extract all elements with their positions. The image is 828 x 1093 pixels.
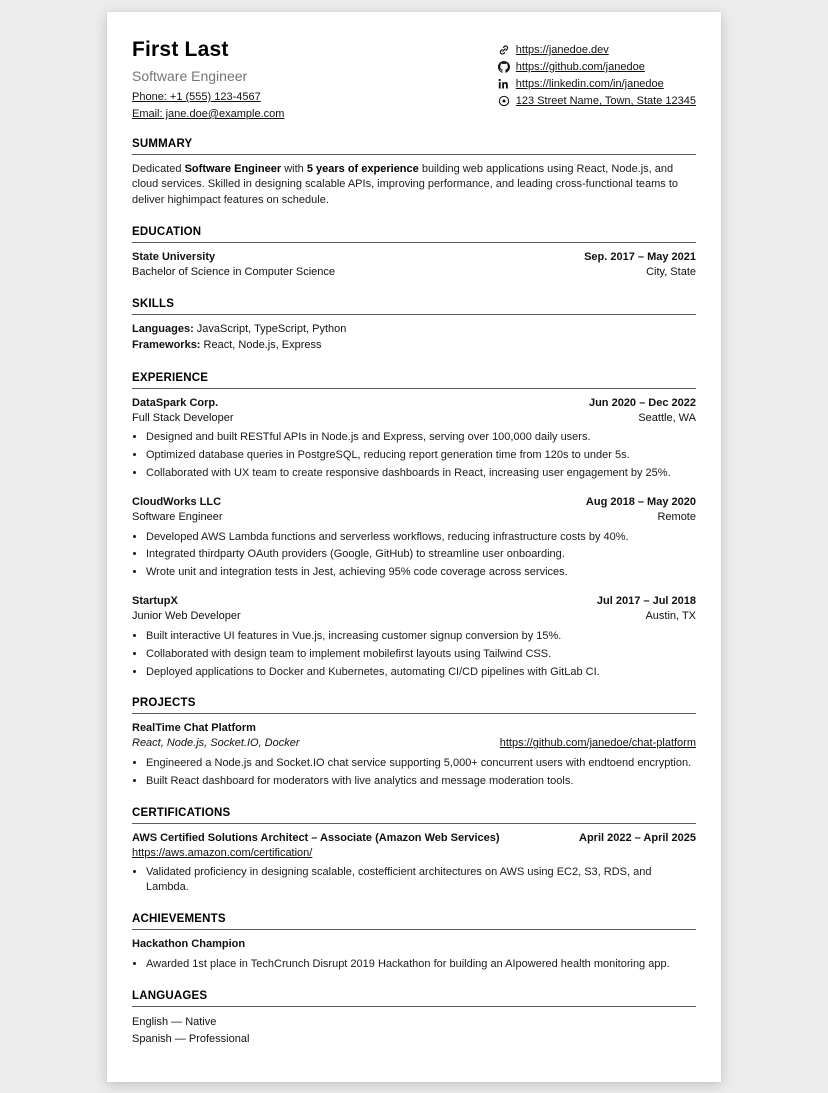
achievement-title: Hackathon Champion bbox=[132, 938, 246, 951]
school-name: State University bbox=[132, 251, 216, 264]
linkedin-icon bbox=[498, 78, 510, 90]
project-title: RealTime Chat Platform bbox=[132, 722, 256, 735]
entry-dates: Jul 2017 – Jul 2018 bbox=[596, 595, 696, 608]
resume-page bbox=[107, 12, 721, 1082]
section-education bbox=[132, 226, 696, 280]
bullet-item: • Optimized database queries in PostgreSQL, reducing report generation time from 120s to under 5s. bbox=[146, 448, 696, 463]
project-link[interactable]: https://github.com/janedoe/chat-platform bbox=[499, 737, 696, 750]
job-role: Software Engineer bbox=[132, 510, 223, 523]
bullet-list bbox=[132, 430, 696, 481]
language-item: Spanish — Professional bbox=[132, 1032, 250, 1045]
section-skills bbox=[132, 298, 696, 354]
certification-entry bbox=[132, 831, 696, 895]
header-left bbox=[132, 38, 284, 120]
skill-label: Frameworks: bbox=[132, 338, 201, 351]
summary-text bbox=[132, 162, 696, 208]
skills-heading: SKILLS bbox=[132, 298, 696, 315]
bullet-list bbox=[132, 957, 696, 972]
summary-part-bold: Software Engineer bbox=[184, 163, 282, 175]
education-entry bbox=[132, 250, 696, 280]
github-icon bbox=[498, 61, 510, 73]
certifications-heading: CERTIFICATIONS bbox=[132, 807, 696, 824]
entry-location: Austin, TX bbox=[645, 610, 696, 623]
bullet-list bbox=[132, 530, 696, 581]
bullet-item: • Developed AWS Lambda functions and serverless workflows, reducing infrastructure costs by 40%. bbox=[146, 530, 696, 545]
entry-dates: Jun 2020 – Dec 2022 bbox=[588, 396, 696, 409]
company-name: StartupX bbox=[132, 595, 178, 608]
bullet-list bbox=[132, 865, 696, 895]
languages-heading: LANGUAGES bbox=[132, 990, 696, 1007]
section-achievements bbox=[132, 913, 696, 972]
entry-dates: Aug 2018 – May 2020 bbox=[585, 495, 696, 508]
section-languages bbox=[132, 990, 696, 1048]
summary-part-bold: 5 years of experience bbox=[306, 163, 419, 175]
bullet-item: • Validated proficiency in designing scalable, costefficient architectures on AWS using EC2, S3, RDS, and Lambda. bbox=[146, 865, 696, 895]
entry-location: Remote bbox=[657, 510, 696, 523]
bullet-item: • Designed and built RESTful APIs in Node.js and Express, serving over 100,000 daily users. bbox=[146, 430, 696, 445]
bullet-item: • Deployed applications to Docker and Kubernetes, automating CI/CD pipelines with GitLab CI. bbox=[146, 665, 696, 680]
projects-heading: PROJECTS bbox=[132, 697, 696, 714]
github-link-row bbox=[498, 61, 696, 73]
education-location: City, State bbox=[646, 266, 696, 279]
certification-link[interactable]: https://aws.amazon.com/certification/ bbox=[132, 846, 313, 859]
experience-heading: EXPERIENCE bbox=[132, 372, 696, 389]
skill-row-languages bbox=[132, 322, 696, 338]
summary-heading: SUMMARY bbox=[132, 138, 696, 155]
person-name: First Last bbox=[132, 38, 229, 61]
certification-dates: April 2022 – April 2025 bbox=[579, 831, 696, 844]
bullet-item: • Collaborated with design team to implement mobilefirst layouts using Tailwind CSS. bbox=[146, 647, 696, 662]
experience-entry bbox=[132, 396, 696, 481]
skill-value: JavaScript, TypeScript, Python bbox=[196, 322, 347, 335]
project-tech: React, Node.js, Socket.IO, Docker bbox=[132, 737, 300, 750]
header-links bbox=[498, 38, 696, 107]
degree: Bachelor of Science in Computer Science bbox=[132, 266, 335, 279]
experience-entry bbox=[132, 594, 696, 679]
section-projects bbox=[132, 697, 696, 788]
company-name: DataSpark Corp. bbox=[132, 396, 219, 409]
achievement-entry bbox=[132, 937, 696, 972]
website-link-row bbox=[498, 44, 696, 56]
skills-body bbox=[132, 322, 696, 354]
entry-location: Seattle, WA bbox=[638, 411, 696, 424]
section-summary bbox=[132, 138, 696, 208]
certification-title: AWS Certified Solutions Architect – Associate (Amazon Web Services) bbox=[132, 831, 500, 844]
summary-part: with bbox=[281, 163, 307, 175]
languages-body bbox=[132, 1014, 696, 1048]
bullet-item: • Integrated thirdparty OAuth providers (Google, GitHub) to streamline user onboarding. bbox=[146, 547, 696, 562]
summary-part: building web applications using React, Node.js, and cloud services. Skilled in designing scalable APIs, improving performance, and leading cross-functional teams to deliver highimpact features on schedule. bbox=[132, 163, 679, 206]
linkedin-link-row bbox=[498, 78, 696, 90]
language-item: English — Native bbox=[132, 1015, 217, 1028]
skill-label: Languages: bbox=[132, 322, 194, 335]
resume-header bbox=[132, 38, 696, 120]
bullet-list bbox=[132, 756, 696, 789]
github-url[interactable]: https://github.com/janedoe bbox=[515, 61, 645, 73]
job-role: Junior Web Developer bbox=[132, 610, 241, 623]
section-experience bbox=[132, 372, 696, 680]
location-icon bbox=[498, 95, 510, 107]
bullet-item: • Built React dashboard for moderators with live analytics and message moderation tools. bbox=[146, 774, 696, 789]
experience-body bbox=[132, 396, 696, 680]
bullet-item: • Awarded 1st place in TechCrunch Disrupt 2019 Hackathon for building an AIpowered health monitoring app. bbox=[146, 957, 696, 972]
achievements-heading: ACHIEVEMENTS bbox=[132, 913, 696, 930]
project-entry bbox=[132, 721, 696, 788]
bullet-item: • Built interactive UI features in Vue.js, increasing customer signup conversion by 15%. bbox=[146, 629, 696, 644]
linkedin-url[interactable]: https://linkedin.com/in/janedoe bbox=[515, 78, 664, 90]
company-name: CloudWorks LLC bbox=[132, 495, 222, 508]
link-icon bbox=[498, 44, 510, 56]
phone-link[interactable]: Phone: +1 (555) 123-4567 bbox=[132, 91, 261, 103]
address-text[interactable]: 123 Street Name, Town, State 12345 bbox=[515, 95, 696, 107]
person-title: Software Engineer bbox=[132, 68, 248, 84]
summary-part: Dedicated bbox=[132, 163, 185, 175]
bullet-list bbox=[132, 629, 696, 680]
bullet-item: • Engineered a Node.js and Socket.IO chat service supporting 5,000+ concurrent users with endtoend encryption. bbox=[146, 756, 696, 771]
address-link-row bbox=[498, 95, 696, 107]
website-url[interactable]: https://janedoe.dev bbox=[515, 44, 609, 56]
education-dates: Sep. 2017 – May 2021 bbox=[584, 251, 696, 264]
skill-value: React, Node.js, Express bbox=[203, 338, 322, 351]
education-heading: EDUCATION bbox=[132, 226, 696, 243]
email-link[interactable]: Email: jane.doe@example.com bbox=[132, 108, 285, 120]
section-certifications bbox=[132, 807, 696, 895]
skill-row-frameworks bbox=[132, 338, 696, 354]
bullet-item: • Collaborated with UX team to create responsive dashboards in React, increasing user engagement by 25%. bbox=[146, 466, 696, 481]
bullet-item: • Wrote unit and integration tests in Jest, achieving 95% code coverage across services. bbox=[146, 565, 696, 580]
experience-entry bbox=[132, 495, 696, 580]
job-role: Full Stack Developer bbox=[132, 411, 234, 424]
